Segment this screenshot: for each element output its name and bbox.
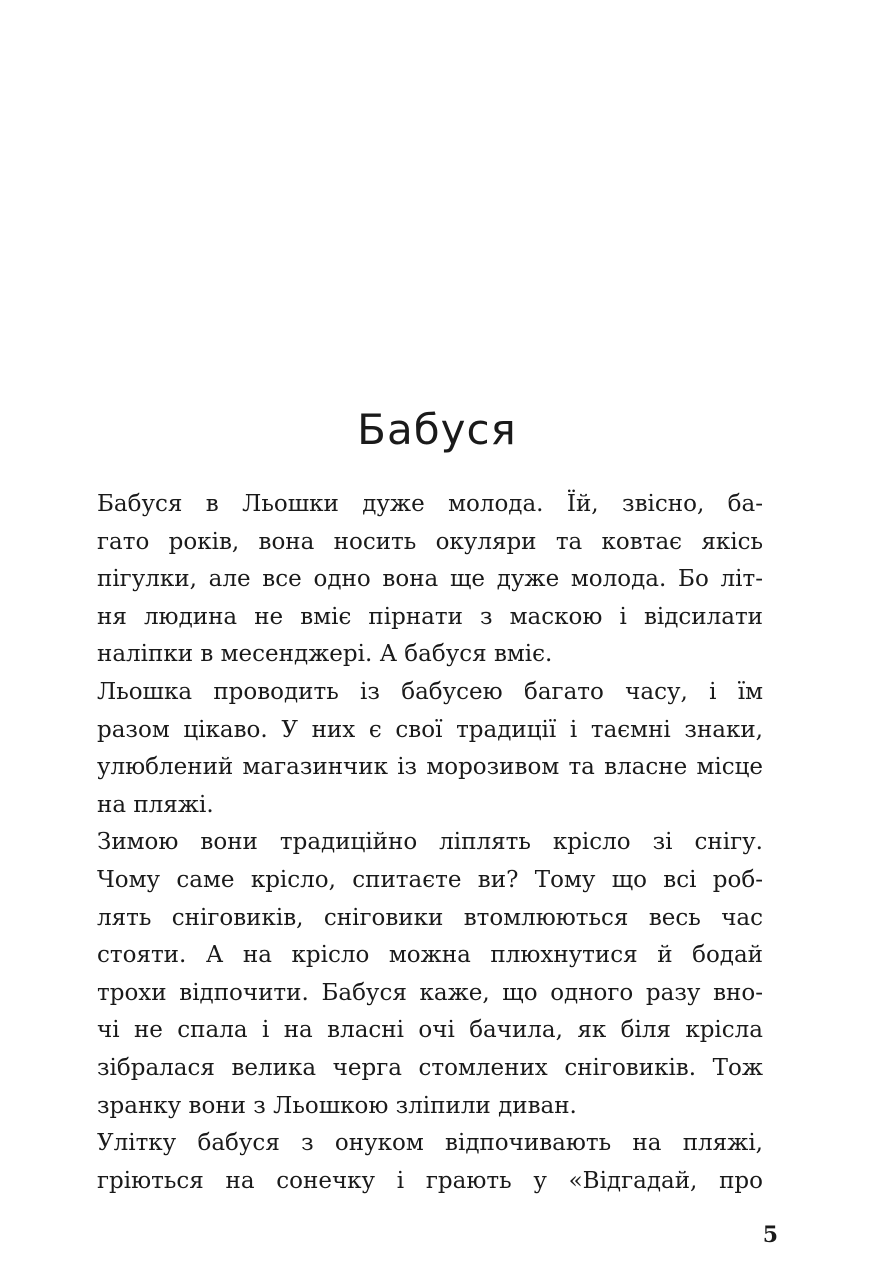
text-line: зібралася велика черга стомлених сніговиків. Тож [97, 1054, 763, 1081]
text-line: Чому саме крісло, спитаєте ви? Тому що всі роб- [97, 866, 763, 893]
text-line: чі не спала і на власні очі бачила, як біля крісла [97, 1017, 763, 1044]
text-line: трохи відпочити. Бабуся каже, що одного разу вно- [97, 979, 763, 1006]
text-line: ня людина не вміє пірнати з маскою і відсилати [97, 603, 763, 630]
chapter-title: Бабуся [357, 405, 517, 454]
text-line: стояти. А на крісло можна плюхнутися й бодай [97, 942, 763, 969]
text-line: разом цікаво. У них є свої традиції і таємні знаки, [97, 716, 763, 743]
text-line: на пляжі. [97, 791, 214, 818]
text-line: Бабуся в Льошки дуже молода. Їй, звісно, ба- [97, 491, 763, 517]
body-text [97, 486, 763, 1200]
text-line: гато років, вона носить окуляри та ковтає якісь [97, 528, 763, 555]
page-number: 5 [762, 1222, 778, 1248]
text-line: Льошка проводить із бабусею багато часу, і їм [97, 678, 763, 705]
text-line: улюблений магазинчик із морозивом та власне місце [97, 754, 763, 781]
text-line: зранку вони з Льошкою зліпили диван. [97, 1092, 577, 1119]
text-line: наліпки в месенджері. А бабуся вміє. [97, 641, 553, 668]
text-line: Зимою вони традиційно ліплять крісло зі снігу. [97, 829, 763, 856]
text-line: Улітку бабуся з онуком відпочивають на пляжі, [97, 1130, 763, 1157]
text-line: гріються на сонечку і грають у «Відгадай, про [97, 1167, 763, 1194]
text-line: пігулки, але все одно вона ще дуже молода. Бо літ- [97, 566, 763, 593]
text-line: лять сніговиків, сніговики втомлюються весь час [97, 904, 763, 931]
